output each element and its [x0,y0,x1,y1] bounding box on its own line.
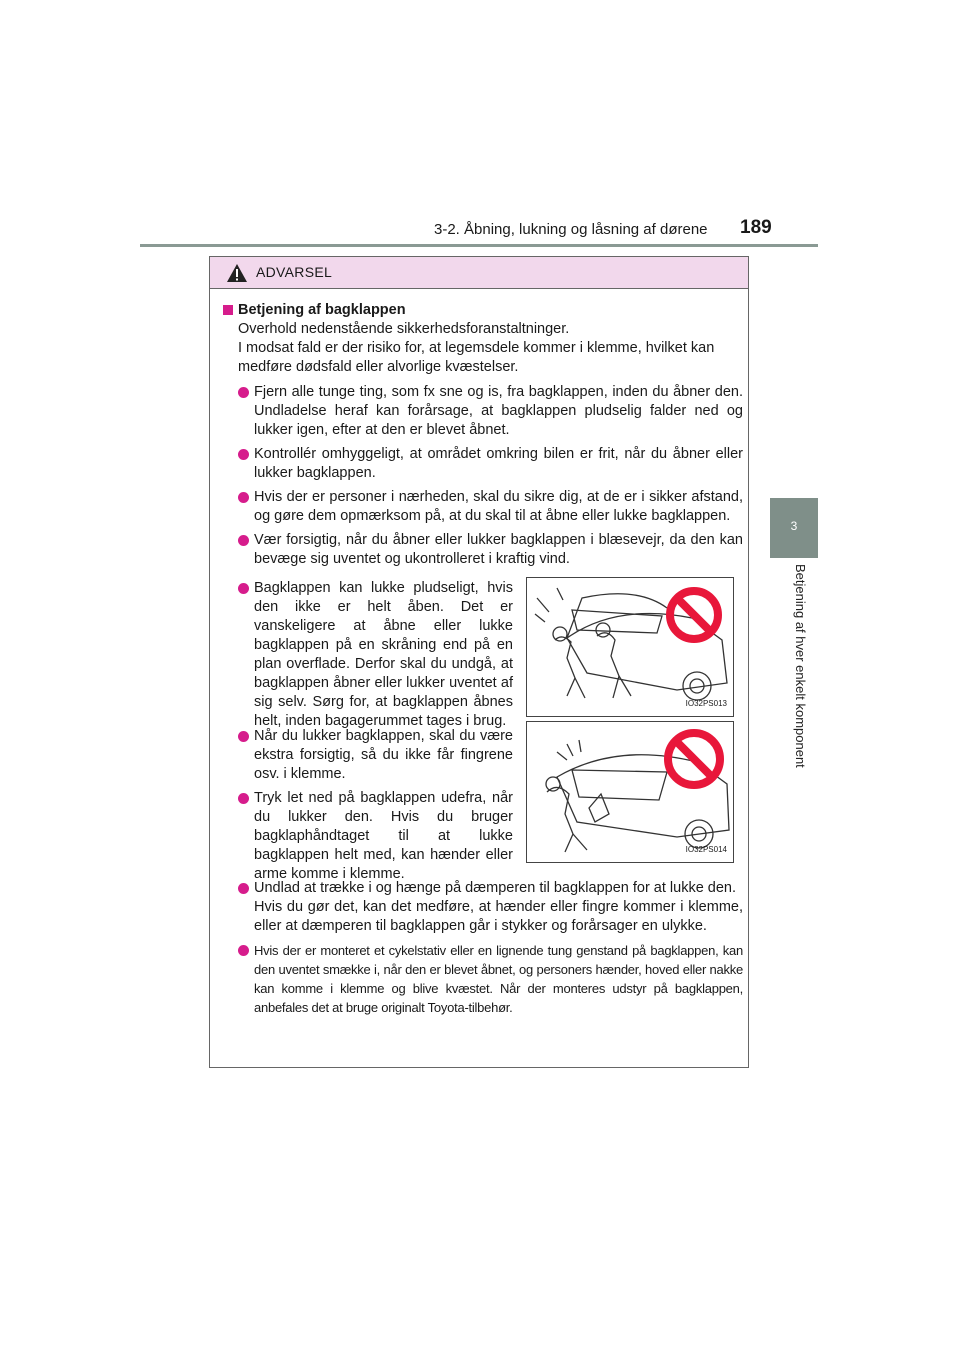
list-item: Vær forsigtig, når du åbner eller lukker bagklappen i blæsevejr, da den kan bevæge sig uventet og ukontrolleret i kraftig vind. [223,531,743,569]
figure-code: IO32PS013 [685,699,727,708]
bullet-dot-icon [238,449,249,460]
list-item: Fjern alle tunge ting, som fx sne og is, fra bagklappen, inden du åbner den. Undladelse heraf kan forårsage, at bagklappen pludselig falder ned og lukker igen, efter at den er blevet åbnet. [223,383,743,440]
list-item: Tryk let ned på bagklappen udefra, når du lukker den. Hvis du bruger bagklaphåndtaget til at lukke bagklappen helt med, kan hænder eller arme komme i klemme. [223,789,513,884]
figure-code: IO32PS014 [685,845,727,854]
list-item: Hvis der er monteret et cykelstativ eller en lignende tung genstand på bagklappen, kan den uventet smække i, når den er blevet åbnet, og personers hænder, hoved eller nakke kan komme i klemme og blive kvæstet. Når der monteres udstyr på bagklappen, anbefales det at bruge originalt Toyota-tilbehør. [223,941,743,1017]
bullet-dot-icon [238,387,249,398]
page-number: 189 [740,217,772,238]
list-item: Kontrollér omhyggeligt, at området omkring bilen er frit, når du åbner eller lukker bagklappen. [223,445,743,483]
intro-text: Overhold nedenstående sikkerhedsforanstaltninger. I modsat fald er der risiko for, at legemsdele kommer i klemme, hvilket kan medføre dødsfald eller alvorlige kvæstelser. [238,321,715,375]
warning-box [209,256,749,1068]
bullet-dot-icon [238,945,249,956]
warning-triangle-icon [226,263,248,283]
bullet-dot-icon [238,583,249,594]
square-bullet-icon [223,305,233,315]
figure-tailgate-pinch [526,721,734,863]
header-rule [140,244,818,247]
figure-row-1 [223,579,743,727]
list-item: Undlad at trække i og hænge på dæmperen til bagklappen for at lukke den. Hvis du gør det, kan det medføre, at hænder eller fingre kommer i klemme, eller at dæmperen til bagklappen går i stykker og forårsager en ulykke. [223,879,743,936]
warning-content [223,301,743,1022]
section-title [223,301,743,320]
bullet-dot-icon [238,793,249,804]
warning-header [210,257,748,289]
bullet-dot-icon [238,883,249,894]
warning-heading: ADVARSEL [256,264,333,280]
running-header-section: 3-2. Åbning, lukning og låsning af dørene [434,221,708,238]
prohibition-icon [663,728,725,790]
section-title-text: Betjening af bagklappen [238,302,406,318]
bullet-dot-icon [238,492,249,503]
bullet-dot-icon [238,535,249,546]
list-item: Når du lukker bagklappen, skal du være ekstra forsigtig, så du ikke får fingrene osv. i klemme. [223,727,513,784]
list-item: Bagklappen kan lukke pludseligt, hvis den ikke er helt åben. Det er vanskeligere at åbne eller lukke bagklappen på en skråning end på en plan overflade. Derfor skal du undgå, at bagklappen åbner eller lukker uventet af sig selv. Sørg for, at bagklappen åbnes helt, inden bagagerummet tages i brug. [223,579,513,731]
figure-row-2 [223,727,743,882]
figure-tailgate-wind [526,577,734,717]
list-item: Hvis der er personer i nærheden, skal du sikre dig, at de er i sikker afstand, og gøre dem opmærksom på, at du skal til at åbne eller lukke bagklappen. [223,488,743,526]
chapter-tab: 3 [770,498,818,558]
bullet-dot-icon [238,731,249,742]
prohibition-icon [665,586,723,644]
chapter-title-vertical: Betjening af hver enkelt komponent [793,564,808,768]
